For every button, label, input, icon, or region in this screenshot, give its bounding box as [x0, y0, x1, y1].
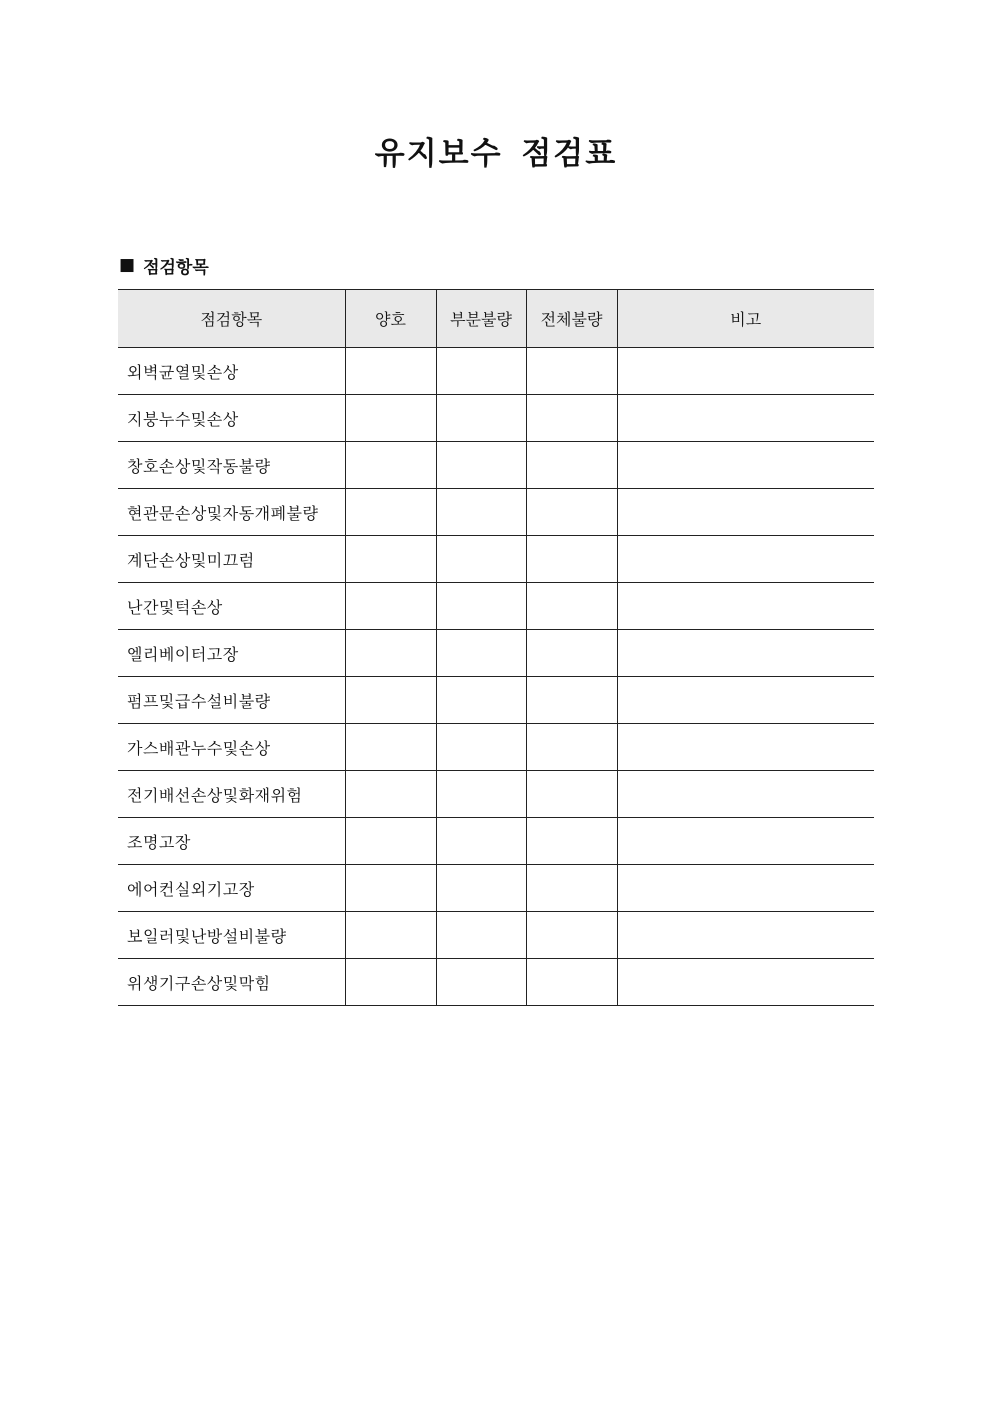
good-cell[interactable]: [345, 395, 436, 442]
good-cell[interactable]: [345, 959, 436, 1006]
table-row: [118, 630, 874, 677]
remarks-cell[interactable]: [617, 442, 874, 489]
remarks-cell[interactable]: [617, 724, 874, 771]
column-header-partial-defect: 부분불량: [436, 290, 526, 348]
total-defect-cell[interactable]: [526, 959, 617, 1006]
good-cell[interactable]: [345, 630, 436, 677]
table-header-row: [118, 290, 874, 348]
total-defect-cell[interactable]: [526, 771, 617, 818]
good-cell[interactable]: [345, 583, 436, 630]
item-cell: 외벽균열및손상: [118, 348, 345, 395]
partial-defect-cell[interactable]: [436, 630, 526, 677]
item-cell: 난간및턱손상: [118, 583, 345, 630]
remarks-cell[interactable]: [617, 348, 874, 395]
remarks-cell[interactable]: [617, 489, 874, 536]
good-cell[interactable]: [345, 536, 436, 583]
table-row: [118, 442, 874, 489]
table-row: [118, 912, 874, 959]
partial-defect-cell[interactable]: [436, 442, 526, 489]
total-defect-cell[interactable]: [526, 724, 617, 771]
table-row: [118, 724, 874, 771]
table-row: [118, 536, 874, 583]
table-row: [118, 395, 874, 442]
table-row: [118, 348, 874, 395]
total-defect-cell[interactable]: [526, 442, 617, 489]
table-row: [118, 865, 874, 912]
remarks-cell[interactable]: [617, 536, 874, 583]
total-defect-cell[interactable]: [526, 912, 617, 959]
item-cell: 조명고장: [118, 818, 345, 865]
remarks-cell[interactable]: [617, 865, 874, 912]
item-cell: 에어컨실외기고장: [118, 865, 345, 912]
table-row: [118, 583, 874, 630]
item-cell: 전기배선손상및화재위험: [118, 771, 345, 818]
partial-defect-cell[interactable]: [436, 959, 526, 1006]
remarks-cell[interactable]: [617, 677, 874, 724]
good-cell[interactable]: [345, 724, 436, 771]
item-cell: 위생기구손상및막힘: [118, 959, 345, 1006]
total-defect-cell[interactable]: [526, 489, 617, 536]
good-cell[interactable]: [345, 818, 436, 865]
partial-defect-cell[interactable]: [436, 771, 526, 818]
partial-defect-cell[interactable]: [436, 348, 526, 395]
section-heading-label: 점검항목: [143, 257, 209, 278]
partial-defect-cell[interactable]: [436, 536, 526, 583]
partial-defect-cell[interactable]: [436, 912, 526, 959]
total-defect-cell[interactable]: [526, 865, 617, 912]
remarks-cell[interactable]: [617, 912, 874, 959]
page-title: 유지보수 점검표: [374, 136, 618, 172]
remarks-cell[interactable]: [617, 395, 874, 442]
total-defect-cell[interactable]: [526, 536, 617, 583]
good-cell[interactable]: [345, 348, 436, 395]
inspection-table: [118, 289, 874, 1006]
good-cell[interactable]: [345, 442, 436, 489]
remarks-cell[interactable]: [617, 583, 874, 630]
good-cell[interactable]: [345, 865, 436, 912]
good-cell[interactable]: [345, 677, 436, 724]
partial-defect-cell[interactable]: [436, 677, 526, 724]
item-cell: 보일러및난방설비불량: [118, 912, 345, 959]
remarks-cell[interactable]: [617, 818, 874, 865]
column-header-total-defect: 전체불량: [526, 290, 617, 348]
table-row: [118, 771, 874, 818]
table-row: [118, 489, 874, 536]
item-cell: 펌프및급수설비불량: [118, 677, 345, 724]
total-defect-cell[interactable]: [526, 677, 617, 724]
square-bullet-icon: ■: [119, 255, 136, 275]
item-cell: 엘리베이터고장: [118, 630, 345, 677]
good-cell[interactable]: [345, 771, 436, 818]
table-row: [118, 818, 874, 865]
column-header-good: 양호: [345, 290, 436, 348]
item-cell: 지붕누수및손상: [118, 395, 345, 442]
column-header-remarks: 비고: [617, 290, 874, 348]
total-defect-cell[interactable]: [526, 395, 617, 442]
remarks-cell[interactable]: [617, 630, 874, 677]
partial-defect-cell[interactable]: [436, 583, 526, 630]
partial-defect-cell[interactable]: [436, 818, 526, 865]
total-defect-cell[interactable]: [526, 630, 617, 677]
total-defect-cell[interactable]: [526, 818, 617, 865]
item-cell: 현관문손상및자동개폐불량: [118, 489, 345, 536]
total-defect-cell[interactable]: [526, 348, 617, 395]
remarks-cell[interactable]: [617, 959, 874, 1006]
good-cell[interactable]: [345, 489, 436, 536]
section-heading: [119, 252, 209, 278]
item-cell: 창호손상및작동불량: [118, 442, 345, 489]
remarks-cell[interactable]: [617, 771, 874, 818]
good-cell[interactable]: [345, 912, 436, 959]
table-row: [118, 959, 874, 1006]
total-defect-cell[interactable]: [526, 583, 617, 630]
partial-defect-cell[interactable]: [436, 724, 526, 771]
item-cell: 가스배관누수및손상: [118, 724, 345, 771]
item-cell: 계단손상및미끄럼: [118, 536, 345, 583]
partial-defect-cell[interactable]: [436, 489, 526, 536]
partial-defect-cell[interactable]: [436, 395, 526, 442]
column-header-item: 점검항목: [118, 290, 345, 348]
table-row: [118, 677, 874, 724]
partial-defect-cell[interactable]: [436, 865, 526, 912]
